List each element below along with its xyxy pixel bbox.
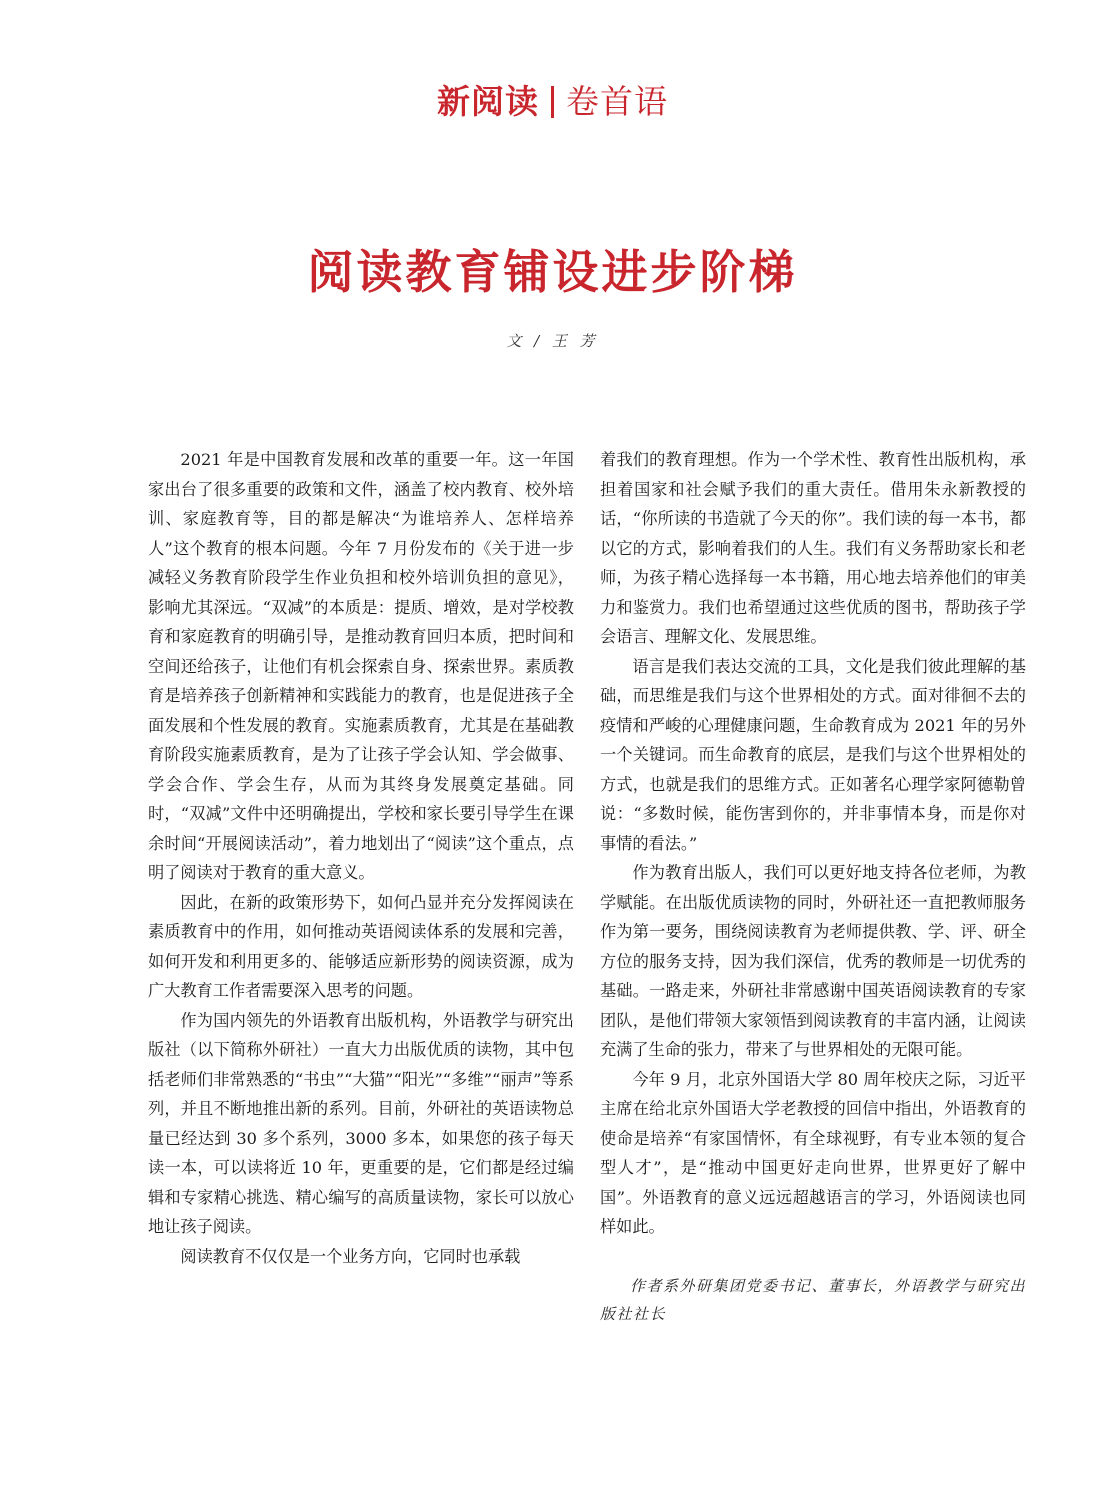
article-byline: 文 / 王 芳 <box>506 332 599 350</box>
header-divider <box>551 86 554 118</box>
left-column <box>148 445 574 1271</box>
paragraph: 作为教育出版人，我们可以更好地支持各位老师，为教学赋能。在出版优质读物的同时，外研社还一直把教师服务作为第一要务，围绕阅读教育为老师提供教、学、评、研全方位的服务支持，因为我们深信，优秀的教师是一切优秀的基础。一路走来，外研社非常感谢中国英语阅读教育的专家团队，是他们带领大家领悟到阅读教育的丰富内涵，让阅读充满了生命的张力，带来了与世界相处的无限可能。 <box>600 863 1026 1059</box>
magazine-header <box>0 80 1105 124</box>
right-column <box>600 445 1026 1328</box>
paragraph-continued: 着我们的教育理想。作为一个学术性、教育性出版机构，承担着国家和社会赋予我们的重大责任。借用朱永新教授的话，“你所读的书造就了今天的你”。我们读的每一本书，都以它的方式，影响着我们的人生。我们有义务帮助家长和老师，为孩子精心选择每一本书籍，用心地去培养他们的审美力和鉴赏力。我们也希望通过这些优质的图书，帮助孩子学会语言、理解文化、发展思维。 <box>600 450 1026 646</box>
section-label: 卷首语 <box>566 82 668 121</box>
paragraph: 2021 年是中国教育发展和改革的重要一年。这一年国家出台了很多重要的政策和文件，涵盖了校内教育、校外培训、家庭教育等，目的都是解决“为谁培养人、怎样培养人”这个教育的根本问题。今年 7 月份发布的《关于进一步减轻义务教育阶段学生作业负担和校外培训负担的意见》，影响尤其深远。“双减”的本质是：提质、增效，是对学校教育和家庭教育的明确引导，是推动教育回归本质，把时间和空间还给孩子，让他们有机会探索自身、探索世界。素质教育是培养孩子创新精神和实践能力的教育，也是促进孩子全面发展和个性发展的教育。实施素质教育，尤其是在基础教育阶段实施素质教育，是为了让孩子学会认知、学会做事、学会合作、学会生存，从而为其终身发展奠定基础。同时，“双减”文件中还明确提出，学校和家长要引导学生在课余时间“开展阅读活动”，着力地划出了“阅读”这个重点，点明了阅读对于教育的重大意义。 <box>148 450 574 882</box>
paragraph: 因此，在新的政策形势下，如何凸显并充分发挥阅读在素质教育中的作用，如何推动英语阅读体系的发展和完善，如何开发和利用更多的、能够适应新形势的阅读资源，成为广大教育工作者需要深入思考的问题。 <box>148 892 574 1000</box>
magazine-brand: 新阅读 <box>437 82 539 121</box>
paragraph: 今年 9 月，北京外国语大学 80 周年校庆之际，习近平主席在给北京外国语大学老教授的回信中指出，外语教育的使命是培养“有家国情怀，有全球视野，有专业本领的复合型人才”，是“推动中国更好走向世界，世界更好了解中国”。外语教育的意义远远超越语言的学习，外语阅读也同样如此。 <box>600 1069 1026 1236</box>
article-title: 阅读教育铺设进步阶梯 <box>307 245 798 299</box>
author-note: 作者系外研集团党委书记、董事长，外语教学与研究出版社社长 <box>600 1276 1027 1323</box>
paragraph: 语言是我们表达交流的工具，文化是我们彼此理解的基础，而思维是我们与这个世界相处的方式。面对徘徊不去的疫情和严峻的心理健康问题，生命教育成为 2021 年的另外一个关键词。而生命教育的底层，是我们与这个世界相处的方式，也就是我们的思维方式。正如著名心理学家阿德勒曾说：“多数时候，能伤害到你的，并非事情本身，而是你对事情的看法。” <box>600 656 1026 853</box>
paragraph: 阅读教育不仅仅是一个业务方向，它同时也承载 <box>180 1246 521 1266</box>
paragraph: 作为国内领先的外语教育出版机构，外语教学与研究出版社（以下简称外研社）一直大力出版优质的读物，其中包括老师们非常熟悉的“书虫”“大猫”“阳光”“多维”“丽声”等系列，并且不断地推出新的系列。目前，外研社的英语读物总量已经达到 30 多个系列，3000 多本，如果您的孩子每天读一本，可以读将近 10 年，更重要的是，它们都是经过编辑和专家精心挑选、精心编写的高质量读物，家长可以放心地让孩子阅读。 <box>148 1010 574 1236</box>
